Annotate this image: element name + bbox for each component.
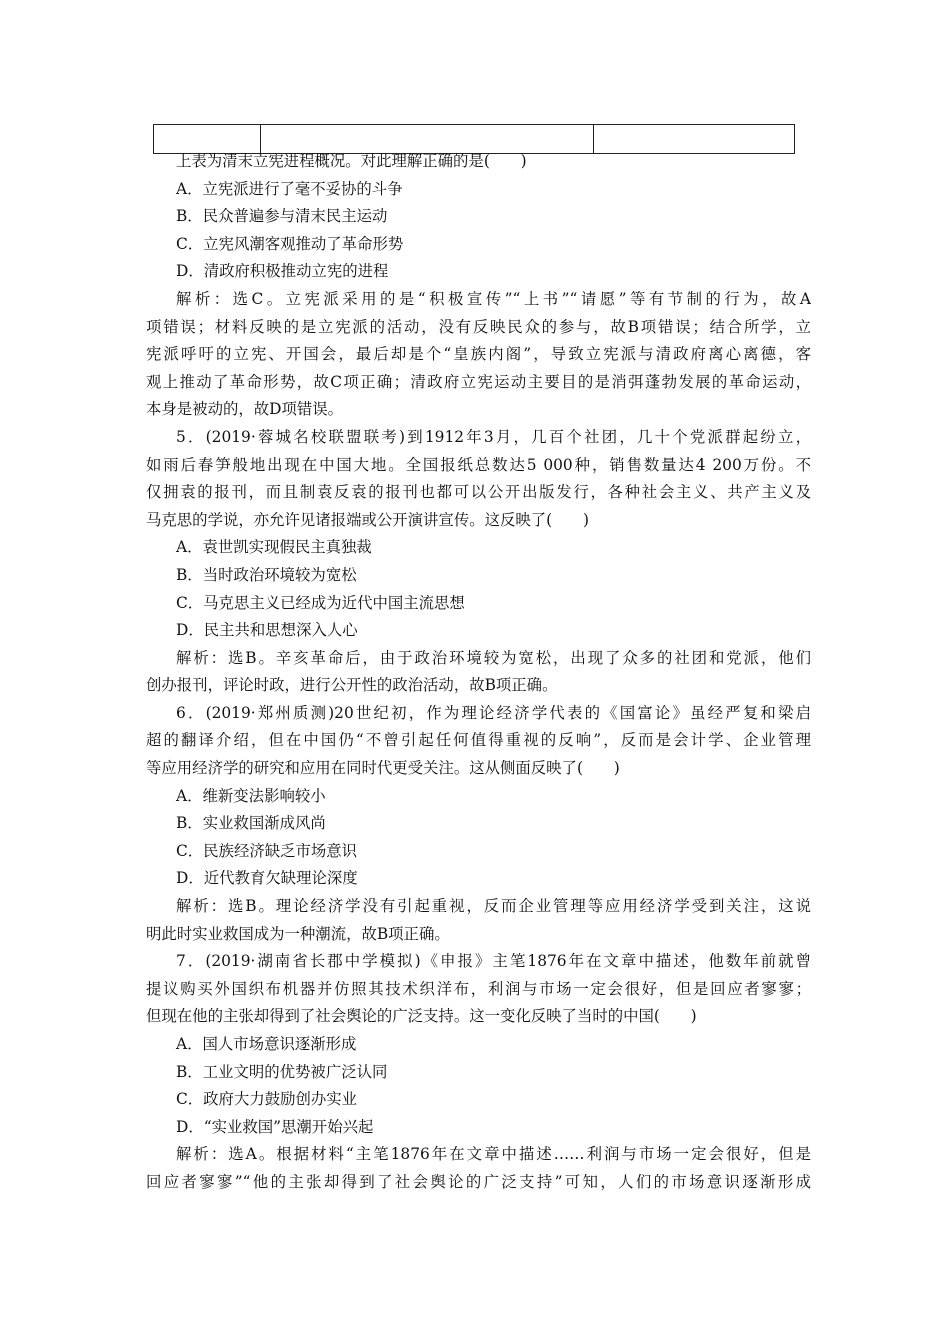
text-line: A．袁世凯实现假民主真独裁	[176, 538, 372, 557]
text-line: B．当时政治环境较为宽松	[176, 565, 357, 584]
text-line: 6．(2019·郑州质测)20世纪初，作为理论经济学代表的《国富论》虽经严复和梁启	[176, 703, 811, 722]
text-line: 观上推动了革命形势，故C项正确；清政府立宪运动主要目的是消弭蓬勃发展的革命运动，	[146, 372, 811, 391]
text-line: 本身是被动的，故D项错误。	[146, 400, 344, 419]
text-line: C．政府大力鼓励创办实业	[176, 1090, 358, 1109]
text-line: 7．(2019·湖南省长郡中学模拟)《申报》主笔1876年在文章中描述，他数年前就曾	[176, 952, 811, 971]
text-line: 上表为清末立宪进程概况。对此理解正确的是( )	[176, 152, 527, 170]
text-line: 创办报刊，评论时政，进行公开性的政治活动，故B项正确。	[146, 676, 558, 695]
text-line: 解析：选B。辛亥革命后，由于政治环境较为宽松，出现了众多的社团和党派，他们	[176, 648, 811, 667]
text-line: A．立宪派进行了毫不妥协的斗争	[176, 179, 403, 198]
text-line: 提议购买外国织布机器并仿照其技术织洋布，利润与市场一定会很好，但是回应者寥寥；	[146, 979, 811, 998]
text-line: 仅拥袁的报刊，而且制袁反袁的报刊也都可以公开出版发行，各种社会主义、共产主义及	[146, 483, 811, 502]
text-line: 解析：选C。立宪派采用的是“积极宣传”“上书”“请愿”等有节制的行为，故A	[176, 289, 811, 308]
text-line: B．实业救国渐成风尚	[176, 814, 326, 833]
text-line: 回应者寥寥”“他的主张却得到了社会舆论的广泛支持”可知，人们的市场意识逐渐形成	[146, 1172, 811, 1191]
text-line: 明此时实业救国成为一种潮流，故B项正确。	[146, 924, 450, 943]
text-line: B．民众普遍参与清末民主运动	[176, 207, 388, 226]
text-line: A．国人市场意识逐渐形成	[176, 1035, 357, 1053]
text-line: D．民主共和思想深入人心	[176, 621, 358, 640]
text-line: D．近代教育欠缺理论深度	[176, 869, 358, 888]
text-line: D．“实业救国”思潮开始兴起	[176, 1117, 374, 1136]
text-line: 如雨后春笋般地出现在中国大地。全国报纸总数达5 000种，销售数量达4 200万份。不	[146, 455, 811, 474]
text-line: 项错误；材料反映的是立宪派的活动，没有反映民众的参与，故B项错误；结合所学，立	[146, 317, 811, 336]
text-line: A．维新变法影响较小	[176, 786, 326, 805]
text-line: 但现在他的主张却得到了社会舆论的广泛支持。这一变化反映了当时的中国( )	[146, 1007, 697, 1026]
text-line: B．工业文明的优势被广泛认同	[176, 1062, 388, 1081]
text-line: 等应用经济学的研究和应用在同时代更受关注。这从侧面反映了( )	[146, 759, 620, 778]
text-line: D．清政府积极推动立宪的进程	[176, 262, 389, 281]
text-line: 解析：选A。根据材料“主笔1876年在文章中描述……利润与市场一定会很好，但是	[176, 1145, 811, 1164]
text-line: 超的翻译介绍，但在中国仍“不曾引起任何值得重视的反响”，反而是会计学、企业管理	[146, 731, 811, 750]
text-line: 解析：选B。理论经济学没有引起重视，反而企业管理等应用经济学受到关注，这说	[176, 897, 811, 916]
text-line: C．立宪风潮客观推动了革命形势	[176, 234, 404, 253]
text-line: C．马克思主义已经成为近代中国主流思想	[176, 593, 465, 612]
text-line: 马克思的学说，亦允许见诸报端或公开演讲宣传。这反映了( )	[146, 510, 589, 529]
text-line: C．民族经济缺乏市场意识	[176, 841, 358, 860]
text-line: 宪派呼吁的立宪、开国会，最后却是个“皇族内阁”，导致立宪派与清政府离心离德，客	[146, 345, 811, 364]
document-body	[146, 148, 811, 1197]
text-line: 5．(2019·蓉城名校联盟联考)到1912年3月，几百个社团，几十个党派群起纷立，	[176, 427, 811, 446]
